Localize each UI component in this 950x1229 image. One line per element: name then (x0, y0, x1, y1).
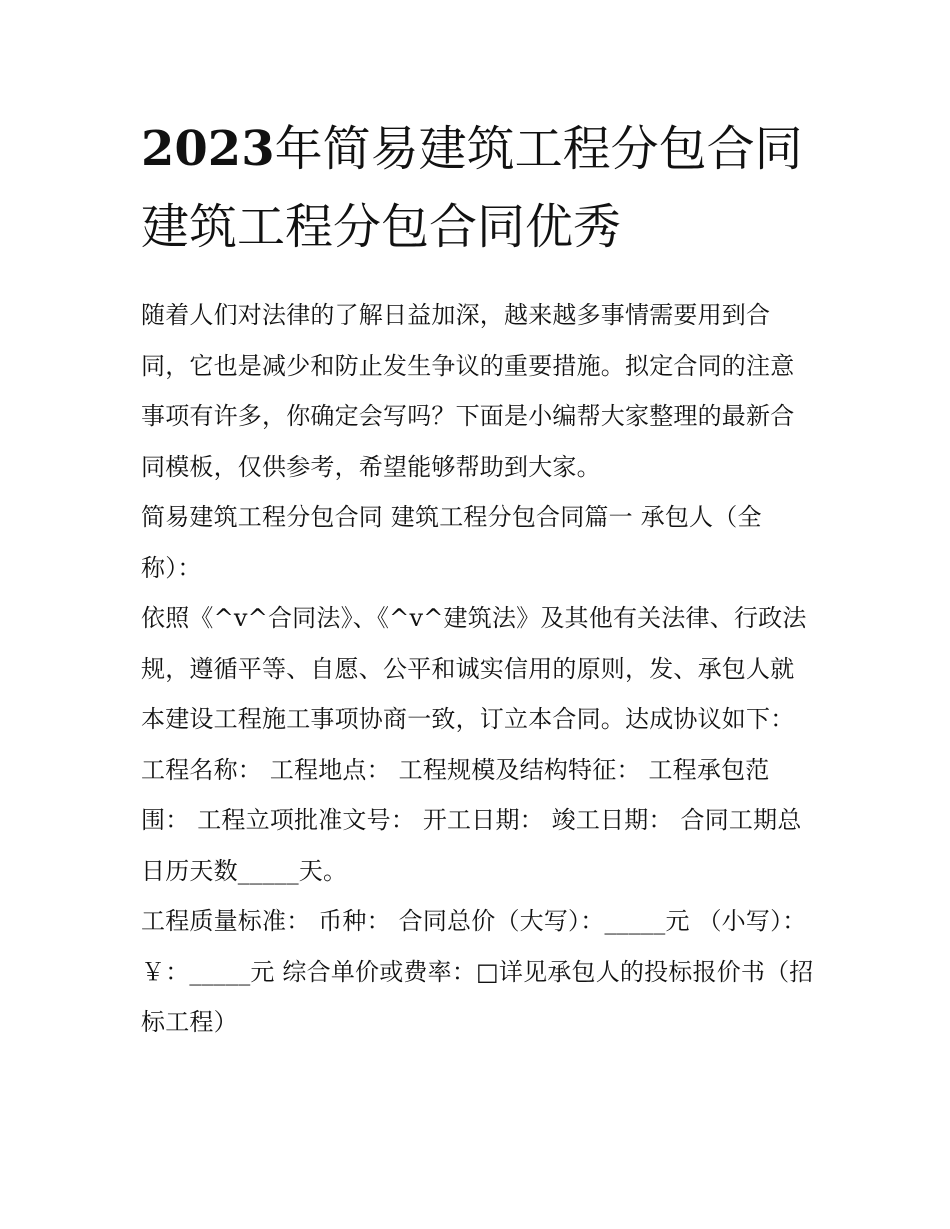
document-page (141, 110, 816, 1048)
intro-paragraph: 随着人们对法律的了解日益加深，越来越多事情需要用到合同，它也是减少和防止发生争议的重要措施。拟定合同的注意事项有许多，你确定会写吗？下面是小编帮大家整理的最新合同模板，仅供参考，希望能够帮助到大家。 (141, 301, 795, 481)
project-info-paragraph: 工程名称： 工程地点： 工程规模及结构特征： 工程承包范围： 工程立项批准文号： 开工日期： 竣工日期： 合同工期总日历天数_____天。 (141, 755, 802, 885)
title-year: 2023 (141, 121, 275, 177)
contract-heading-paragraph: 简易建筑工程分包合同 建筑工程分包合同篇一 承包人（全称）： (141, 503, 762, 582)
title-text: 年简易建筑工程分包合同建筑工程分包合同优秀 (141, 121, 803, 255)
price-quality-paragraph: 工程质量标准： 币种： 合同总价（大写）：_____元 （小写）：￥：_____元 综合单价或费率：□详见承包人的投标报价书（招标工程） (141, 907, 814, 1036)
legal-basis-paragraph: 依照《^v^合同法》、《^v^建筑法》及其他有关法律、行政法规，遵循平等、自愿、公平和诚实信用的原则，发、承包人就本建设工程施工事项协商一致，订立本合同。达成协议如下： (141, 604, 807, 733)
document-title (141, 110, 816, 266)
